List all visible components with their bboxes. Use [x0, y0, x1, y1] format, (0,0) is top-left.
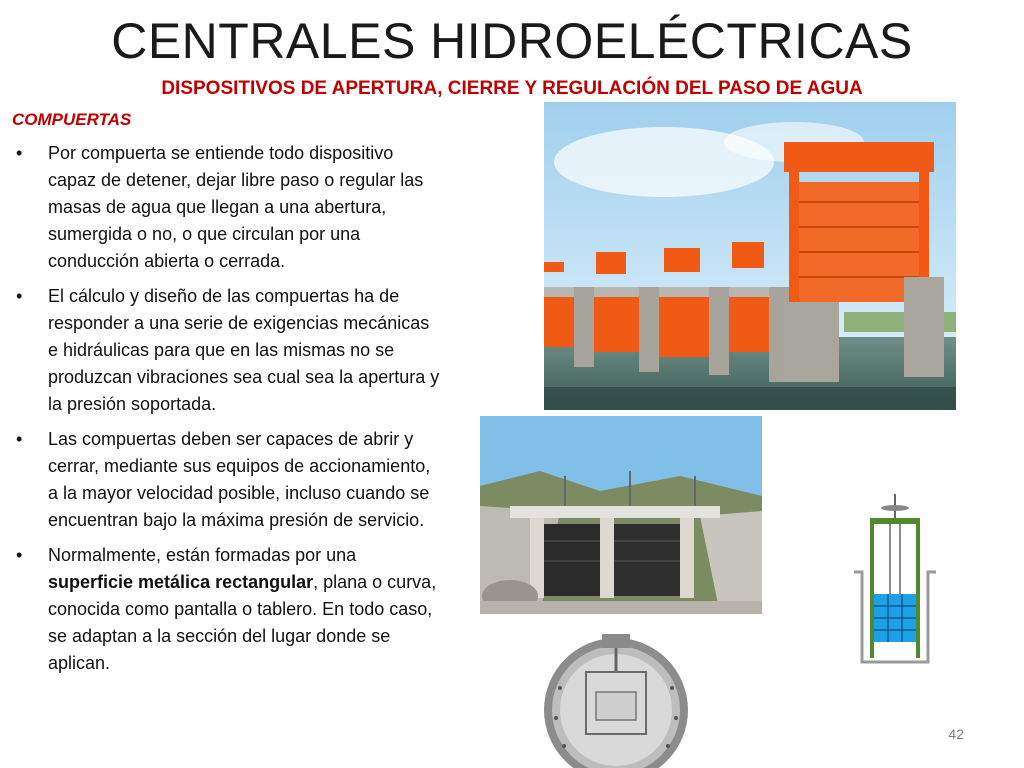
bullet-dot: •	[16, 143, 23, 163]
circular-gate-photo	[540, 628, 692, 768]
bullet-list	[12, 140, 442, 685]
bullet-text: Las compuertas deben ser capaces de abrir y cerrar, mediante sus equipos de accionamiento, a la mayor velocidad posible, incluso cuando se encuentran bajo la máxima presión de servicio.	[48, 429, 431, 530]
bullet-text-bold: superficie metálica rectangular	[48, 572, 314, 592]
sluice-gate-photo	[480, 416, 762, 614]
slide-subtitle: DISPOSITIVOS DE APERTURA, CIERRE Y REGULACIÓN DEL PASO DE AGUA	[161, 78, 863, 99]
bullet-text-after: , plana o curva, conocida como pantalla o tablero. En todo caso, se adaptan a la sección del lugar donde se aplican.	[48, 572, 437, 673]
bullet-text: El cálculo y diseño de las compuertas ha de responder a una serie de exigencias mecánicas e hidráulicas para que en las mismas no se produzcan vibraciones sea cual sea la apertura y la presión soportada.	[48, 286, 440, 414]
bullet-text: Por compuerta se entiende todo dispositivo capaz de detener, dejar libre paso o regular las masas de agua que llegan a una abertura, sumergida o no, o que circulan por una conducción abierta o cerrada.	[48, 143, 424, 271]
bullet-item	[12, 140, 442, 275]
slide-title: CENTRALES HIDROELÉCTRICAS	[111, 13, 913, 69]
bullet-dot: •	[16, 545, 23, 565]
gate-schematic-diagram	[850, 494, 940, 666]
dam-gates-photo	[544, 102, 956, 410]
bullet-item	[12, 283, 442, 418]
bullet-item	[12, 542, 442, 677]
bullet-dot: •	[16, 429, 23, 449]
bullet-item	[12, 426, 442, 534]
page-number: 42	[948, 726, 964, 742]
bullet-dot: •	[16, 286, 23, 306]
section-heading: COMPUERTAS	[12, 110, 132, 129]
bullet-text-before: Normalmente, están formadas por una	[48, 545, 357, 565]
